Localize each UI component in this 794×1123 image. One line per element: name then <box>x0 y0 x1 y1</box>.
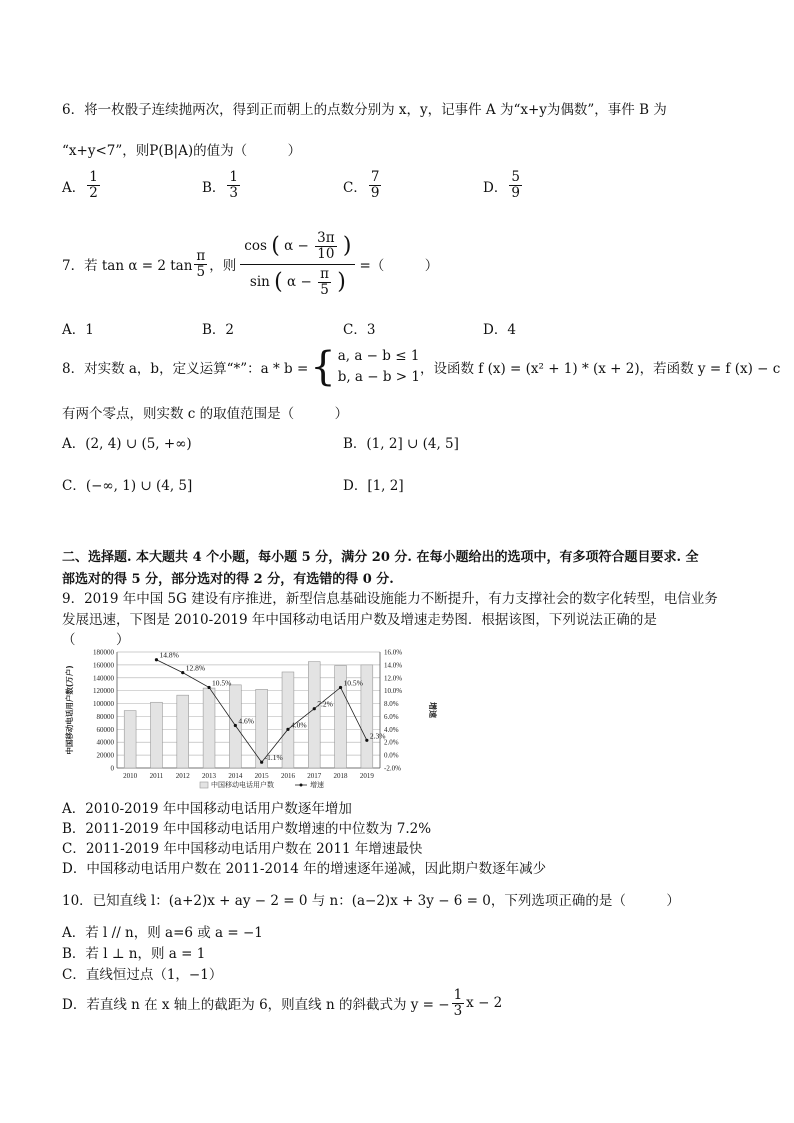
y-tick-label: 160000 <box>93 661 114 670</box>
fraction-numerator: 1 <box>89 169 98 185</box>
q7-bot-num: π <box>320 265 329 282</box>
q7-top-den: 10 <box>317 245 335 262</box>
q10-optd-suffix: x − 2 <box>466 995 503 1011</box>
q7-option-d: D．4 <box>483 322 516 338</box>
q7-option-b: B．2 <box>202 322 235 338</box>
legend-bar-label: 中国移动电话用户数 <box>211 781 274 789</box>
option-letter: C． <box>343 179 367 196</box>
q10-optd-num: 1 <box>453 986 463 1003</box>
q9-option-b: B．2011-2019 年中国移动电话用户数增速的中位数为 7.2% <box>62 821 432 837</box>
option-fraction <box>369 170 382 201</box>
q9-option-c: C．2011-2019 年中国移动电话用户数在 2011 年增速最快 <box>62 841 423 857</box>
fraction-numerator: 7 <box>370 169 380 185</box>
growth-point <box>181 671 184 674</box>
q6-line2: “x+y<7”，则P(B|A)的值为（ ） <box>62 143 302 159</box>
data-label: 2.3% <box>369 731 386 741</box>
data-label: 7.2% <box>317 699 333 709</box>
q9-line1: 9．2019 年中国 5G 建设有序推进，新型信息基础设施能力不断提升，有力支撑社会的数字化转型，电信业务 <box>62 591 718 607</box>
fraction-denominator: 3 <box>229 185 239 201</box>
y2-tick-label: 10.0% <box>384 687 403 696</box>
y2-tick-label: 8.0% <box>384 700 399 709</box>
y-tick-label: 0 <box>110 764 114 773</box>
q7-paren-open: ( <box>271 233 280 258</box>
x-tick-label: 2018 <box>333 772 348 780</box>
q8-line2: 有两个零点，则实数 c 的取值范围是（ ） <box>62 406 349 422</box>
y-tick-label: 180000 <box>93 648 114 657</box>
x-tick-label: 2013 <box>202 772 217 780</box>
x-tick-label: 2014 <box>228 772 243 780</box>
data-label: 14.8% <box>159 650 179 660</box>
legend-bar-swatch <box>200 782 208 788</box>
q10-optd-prefix: D．若直线 n 在 x 轴上的截距为 6，则直线 n 的斜截式为 y = − <box>62 997 450 1013</box>
q7-prefix: 7．若 tan α = 2 tan <box>62 258 193 274</box>
y-tick-label: 40000 <box>96 738 114 747</box>
bar <box>308 662 320 768</box>
q8-brace: { <box>310 344 336 390</box>
data-label: 4.6% <box>238 716 254 726</box>
y-tick-label: 80000 <box>96 712 114 721</box>
data-label: 12.8% <box>185 663 206 673</box>
q7-then: ，则 <box>209 258 237 274</box>
q8-stem <box>62 344 780 390</box>
x-tick-label: 2011 <box>149 772 164 780</box>
bar <box>151 702 163 768</box>
q7-top-alpha: α − <box>284 237 309 254</box>
q6-option-b <box>202 170 242 201</box>
q8-option-b: B．(1, 2] ∪ (4, 5] <box>343 436 459 452</box>
data-label: 4.0% <box>290 720 307 730</box>
q8-option-d: D．[1, 2] <box>343 478 404 494</box>
bar <box>177 695 189 768</box>
q7-suffix: =（ ） <box>359 258 439 274</box>
q6-option-a <box>62 170 102 201</box>
q8-cases <box>338 346 420 388</box>
y-tick-label: 140000 <box>93 674 114 683</box>
growth-point <box>286 728 289 731</box>
y2-tick-label: 6.0% <box>384 712 399 721</box>
legend-line-marker <box>300 784 303 787</box>
q10-option-b: B．若 l ⊥ n，则 a = 1 <box>62 946 206 962</box>
q10-option-a: A．若 l // n，则 a=6 或 a = −1 <box>62 925 263 941</box>
growth-point <box>207 686 210 689</box>
x-tick-label: 2019 <box>359 772 374 780</box>
q7-option-c: C．3 <box>343 322 376 338</box>
q7-top-num: 3π <box>317 229 335 246</box>
q6-option-d <box>483 170 524 201</box>
q7-cos: cos <box>244 237 267 254</box>
section2-line2: 部选对的得 5 分，部分选对的得 2 分，有选错的得 0 分. <box>62 572 394 587</box>
q7-denominator <box>240 265 355 298</box>
legend-line-label: 增速 <box>310 781 324 789</box>
q6-line1: 6．将一枚骰子连续抛两次，得到正而朝上的点数分别为 x，y，记事件 A 为“x+y为偶数”，事件 B 为 <box>62 102 667 118</box>
q7-option-a: A．1 <box>62 322 94 338</box>
q7-top-frac <box>315 231 336 262</box>
q10-optd-fraction <box>452 988 465 1019</box>
option-letter: D． <box>483 179 508 196</box>
growth-point <box>234 724 237 727</box>
q7-big-fraction <box>240 231 355 298</box>
q7-bot-den: 5 <box>320 281 329 298</box>
y2-tick-label: 2.0% <box>384 738 399 747</box>
growth-point <box>365 739 368 742</box>
q7-paren-open-2: ( <box>274 269 283 294</box>
q7-pi-num: π <box>196 247 206 264</box>
data-label: -1.1% <box>264 753 283 763</box>
growth-point <box>155 658 158 661</box>
growth-chart <box>62 645 442 795</box>
q7-pi-den: 5 <box>196 263 206 280</box>
fraction-denominator: 9 <box>511 185 520 201</box>
q7-stem <box>62 222 438 306</box>
q7-paren-close-2: ) <box>337 269 346 294</box>
q7-numerator <box>240 231 355 265</box>
bar <box>203 688 215 768</box>
x-tick-label: 2012 <box>175 772 190 780</box>
x-tick-label: 2016 <box>280 772 295 780</box>
y2-tick-label: 16.0% <box>384 648 403 657</box>
y2-tick-label: 12.0% <box>384 674 403 683</box>
fraction-denominator: 9 <box>370 185 380 201</box>
fraction-numerator: 1 <box>229 169 239 185</box>
y2-tick-label: 4.0% <box>384 725 399 734</box>
bar <box>124 711 136 768</box>
q9-line2: 发展迅速，下图是 2010-2019 年中国移动电话用户数及增速走势图．根据该图，下列说法正确的是 <box>62 612 657 628</box>
q10-option-d <box>62 985 502 1021</box>
y-axis-title: 中国移动电话用户数(万户) <box>65 665 74 755</box>
section2-line1: 二、选择题. 本大题共 4 个小题，每小题 5 分，满分 20 分. 在每小题给出的选项中，有多项符合题目要求. 全 <box>62 550 699 565</box>
q6-option-c <box>343 170 383 201</box>
q9-line3: （ ） <box>62 632 130 648</box>
option-letter: B． <box>202 179 226 196</box>
q8-middle: ，设函数 f (x) = (x² + 1) * (x + 2)，若函数 y = f (x) − c <box>420 361 781 377</box>
q7-sin: sin <box>249 273 270 290</box>
q8-option-c: C．(−∞, 1) ∪ (4, 5] <box>62 478 193 494</box>
growth-point <box>313 707 316 710</box>
q7-pi-fraction <box>194 249 207 280</box>
q7-bot-alpha: α − <box>287 273 312 290</box>
fraction-denominator: 2 <box>89 185 98 201</box>
option-fraction <box>509 170 522 201</box>
y2-tick-label: -2.0% <box>384 764 401 773</box>
y-tick-label: 100000 <box>93 700 114 709</box>
growth-point <box>260 761 263 764</box>
q10-line1: 10．已知直线 l：(a+2)x + ay − 2 = 0 与 n：(a−2)x + 3y − 6 = 0，下列选项正确的是（ ） <box>62 893 680 909</box>
option-fraction <box>227 170 240 201</box>
y-tick-label: 20000 <box>96 751 114 760</box>
q8-option-a: A．(2, 4) ∪ (5, +∞) <box>62 436 192 452</box>
q10-option-c: C．直线恒过点（1，−1） <box>62 967 223 983</box>
option-fraction <box>87 170 100 201</box>
q8-case1: a, a − b ≤ 1 <box>337 348 420 364</box>
x-tick-label: 2010 <box>123 772 138 780</box>
q8-prefix: 8．对实数 a，b，定义运算“*”：a * b = <box>62 361 309 377</box>
growth-point <box>339 686 342 689</box>
y2-tick-label: 0.0% <box>384 751 399 760</box>
data-label: 10.5% <box>343 678 363 688</box>
q7-paren-close: ) <box>342 233 352 258</box>
q8-case2: b, a − b > 1 <box>337 369 420 385</box>
x-tick-label: 2015 <box>254 772 269 780</box>
y2-tick-label: 14.0% <box>384 661 403 670</box>
q10-optd-den: 3 <box>453 1002 463 1019</box>
q9-option-d: D．中国移动电话用户数在 2011-2014 年的增速逐年递减，因此期户数逐年减少 <box>62 861 547 877</box>
x-tick-label: 2017 <box>307 772 322 780</box>
q7-bot-frac <box>318 267 331 298</box>
y-tick-label: 60000 <box>96 725 114 734</box>
data-label: 10.5% <box>212 678 232 688</box>
y-tick-label: 120000 <box>93 687 114 696</box>
option-letter: A． <box>62 179 86 196</box>
q9-option-a: A．2010-2019 年中国移动电话用户数逐年增加 <box>62 801 352 817</box>
y2-axis-title: 增速 <box>428 702 437 718</box>
fraction-numerator: 5 <box>511 169 520 185</box>
